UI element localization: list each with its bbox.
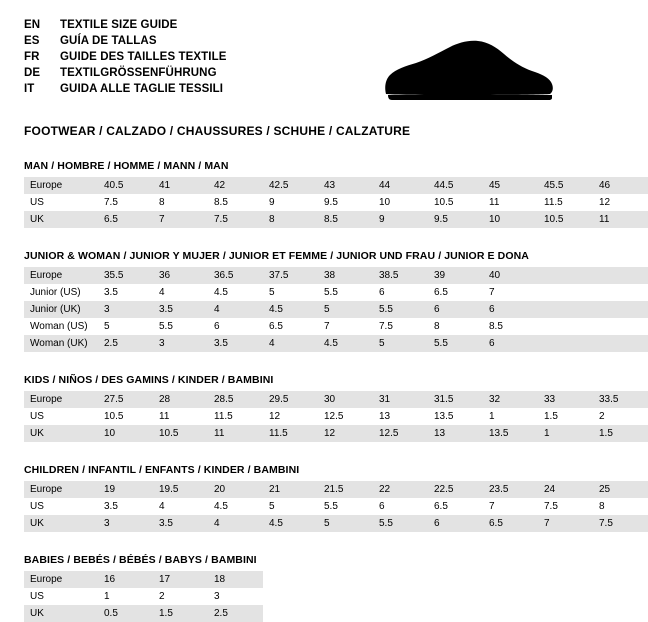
cell: 4 bbox=[263, 335, 318, 352]
cell: 7 bbox=[153, 211, 208, 228]
cell: 8 bbox=[263, 211, 318, 228]
cell: 32 bbox=[483, 391, 538, 408]
cell: 5 bbox=[263, 284, 318, 301]
cell: 16 bbox=[98, 571, 153, 588]
table-row bbox=[24, 425, 648, 442]
cell: 19.5 bbox=[153, 481, 208, 498]
cell: 1 bbox=[98, 588, 153, 605]
row-label: US bbox=[24, 498, 98, 515]
language-row bbox=[24, 66, 227, 81]
page-title: FOOTWEAR / CALZADO / CHAUSSURES / SCHUHE / CALZATURE bbox=[24, 124, 411, 138]
cell: 29.5 bbox=[263, 391, 318, 408]
cell: 7.5 bbox=[98, 194, 153, 211]
cell: 22.5 bbox=[428, 481, 483, 498]
language-title: TEXTILE SIZE GUIDE bbox=[60, 19, 178, 31]
cell: 1.5 bbox=[593, 425, 648, 442]
cell: 45.5 bbox=[538, 177, 593, 194]
cell: 12.5 bbox=[373, 425, 428, 442]
cell: 44.5 bbox=[428, 177, 483, 194]
cell: 12 bbox=[318, 425, 373, 442]
language-row bbox=[24, 50, 227, 65]
row-label: Woman (US) bbox=[24, 318, 98, 335]
cell: 35.5 bbox=[98, 267, 153, 284]
cell: 9 bbox=[373, 211, 428, 228]
cell: 6.5 bbox=[428, 284, 483, 301]
section-man bbox=[24, 160, 611, 228]
cell: 3.5 bbox=[98, 498, 153, 515]
table-row bbox=[24, 301, 648, 318]
section-babies bbox=[24, 554, 576, 622]
cell: 11.5 bbox=[538, 194, 593, 211]
cell: 11.5 bbox=[263, 425, 318, 442]
cell: 5.5 bbox=[153, 318, 208, 335]
table-row bbox=[24, 177, 648, 194]
cell: 13.5 bbox=[483, 425, 538, 442]
row-label: US bbox=[24, 588, 98, 605]
cell: 28 bbox=[153, 391, 208, 408]
cell: 10 bbox=[483, 211, 538, 228]
cell: 10.5 bbox=[98, 408, 153, 425]
cell: 43 bbox=[318, 177, 373, 194]
cell: 11 bbox=[483, 194, 538, 211]
table-row bbox=[24, 481, 648, 498]
size-table-children bbox=[24, 481, 648, 532]
row-label: Europe bbox=[24, 177, 98, 194]
section-kids bbox=[24, 374, 619, 442]
cell: 19 bbox=[98, 481, 153, 498]
row-label: Europe bbox=[24, 391, 98, 408]
cell: 8 bbox=[153, 194, 208, 211]
table-row bbox=[24, 211, 648, 228]
cell: 27.5 bbox=[98, 391, 153, 408]
cell: 7 bbox=[483, 284, 538, 301]
cell: 13 bbox=[373, 408, 428, 425]
cell: 45 bbox=[483, 177, 538, 194]
cell: 10 bbox=[373, 194, 428, 211]
cell: 38.5 bbox=[373, 267, 428, 284]
cell: 44 bbox=[373, 177, 428, 194]
cell: 6.5 bbox=[483, 515, 538, 532]
cell: 7.5 bbox=[593, 515, 648, 532]
table-row bbox=[24, 408, 648, 425]
cell: 10.5 bbox=[153, 425, 208, 442]
row-label: US bbox=[24, 408, 98, 425]
cell: 8 bbox=[593, 498, 648, 515]
cell: 8.5 bbox=[208, 194, 263, 211]
section-title: KIDS / NIÑOS / DES GAMINS / KINDER / BAMBINI bbox=[24, 374, 274, 386]
cell: 11 bbox=[208, 425, 263, 442]
cell: 5 bbox=[263, 498, 318, 515]
cell: 6.5 bbox=[263, 318, 318, 335]
cell: 8.5 bbox=[483, 318, 538, 335]
size-table-babies bbox=[24, 571, 263, 622]
cell: 6 bbox=[428, 515, 483, 532]
cell: 6 bbox=[373, 498, 428, 515]
language-title: GUIDE DES TAILLES TEXTILE bbox=[60, 51, 227, 63]
cell: 28.5 bbox=[208, 391, 263, 408]
cell: 8 bbox=[428, 318, 483, 335]
cell: 6 bbox=[428, 301, 483, 318]
row-label: Junior (US) bbox=[24, 284, 98, 301]
row-label: US bbox=[24, 194, 98, 211]
cell: 40.5 bbox=[98, 177, 153, 194]
cell: 3 bbox=[98, 515, 153, 532]
cell: 39 bbox=[428, 267, 483, 284]
language-title: GUÍA DE TALLAS bbox=[60, 35, 157, 47]
cell: 36 bbox=[153, 267, 208, 284]
cell: 12 bbox=[593, 194, 648, 211]
cell: 1.5 bbox=[538, 408, 593, 425]
table-row bbox=[24, 515, 648, 532]
table-row bbox=[24, 335, 648, 352]
cell: 3.5 bbox=[153, 515, 208, 532]
table-row bbox=[24, 194, 648, 211]
cell: 30 bbox=[318, 391, 373, 408]
table-row bbox=[24, 391, 648, 408]
document-header bbox=[24, 18, 576, 110]
section-title: MAN / HOMBRE / HOMME / MANN / MAN bbox=[24, 160, 229, 172]
cell: 3 bbox=[98, 301, 153, 318]
cell: 10.5 bbox=[428, 194, 483, 211]
cell: 21.5 bbox=[318, 481, 373, 498]
table-row bbox=[24, 284, 648, 301]
cell: 6 bbox=[483, 335, 538, 352]
table-row bbox=[24, 605, 263, 622]
cell: 5.5 bbox=[318, 284, 373, 301]
cell: 9.5 bbox=[318, 194, 373, 211]
cell: 5.5 bbox=[318, 498, 373, 515]
cell: 12 bbox=[263, 408, 318, 425]
row-label: UK bbox=[24, 605, 98, 622]
language-row bbox=[24, 82, 227, 97]
cell: 2.5 bbox=[208, 605, 263, 622]
cell: 6 bbox=[373, 284, 428, 301]
row-label: Europe bbox=[24, 481, 98, 498]
cell: 1.5 bbox=[153, 605, 208, 622]
language-code: IT bbox=[24, 83, 35, 95]
cell: 6.5 bbox=[98, 211, 153, 228]
cell: 11.5 bbox=[208, 408, 263, 425]
cell: 7.5 bbox=[538, 498, 593, 515]
language-list bbox=[24, 18, 227, 97]
size-table-man bbox=[24, 177, 648, 228]
cell: 7.5 bbox=[373, 318, 428, 335]
row-label: Europe bbox=[24, 571, 98, 588]
section-junior-woman bbox=[24, 250, 576, 352]
table-row bbox=[24, 267, 648, 284]
language-title: TEXTILGRÖSSENFÜHRUNG bbox=[60, 67, 217, 79]
cell: 41 bbox=[153, 177, 208, 194]
cell: 5 bbox=[98, 318, 153, 335]
language-code: EN bbox=[24, 19, 41, 31]
row-label: Junior (UK) bbox=[24, 301, 98, 318]
language-row bbox=[24, 34, 227, 49]
cell: 4.5 bbox=[263, 515, 318, 532]
cell: 9 bbox=[263, 194, 318, 211]
size-table-kids bbox=[24, 391, 648, 442]
cell: 42.5 bbox=[263, 177, 318, 194]
cell: 3 bbox=[153, 335, 208, 352]
language-title: GUIDA ALLE TAGLIE TESSILI bbox=[60, 83, 224, 95]
size-table-junior-woman bbox=[24, 267, 648, 352]
table-row bbox=[24, 571, 263, 588]
row-label: Woman (UK) bbox=[24, 335, 98, 352]
cell: 40 bbox=[483, 267, 538, 284]
cell: 25 bbox=[593, 481, 648, 498]
cell: 1 bbox=[483, 408, 538, 425]
cell: 4 bbox=[208, 301, 263, 318]
cell: 22 bbox=[373, 481, 428, 498]
cell: 33 bbox=[538, 391, 593, 408]
table-row bbox=[24, 318, 648, 335]
cell: 7 bbox=[318, 318, 373, 335]
section-title: CHILDREN / INFANTIL / ENFANTS / KINDER / BAMBINI bbox=[24, 464, 300, 476]
cell: 42 bbox=[208, 177, 263, 194]
cell: 3.5 bbox=[153, 301, 208, 318]
cell: 5 bbox=[318, 515, 373, 532]
cell: 7 bbox=[538, 515, 593, 532]
cell: 10 bbox=[98, 425, 153, 442]
cell: 4.5 bbox=[318, 335, 373, 352]
cell: 4.5 bbox=[263, 301, 318, 318]
cell: 4 bbox=[153, 284, 208, 301]
cell: 3.5 bbox=[208, 335, 263, 352]
cell: 5 bbox=[318, 301, 373, 318]
cell: 7.5 bbox=[208, 211, 263, 228]
cell: 10.5 bbox=[538, 211, 593, 228]
cell: 5.5 bbox=[373, 301, 428, 318]
cell: 12.5 bbox=[318, 408, 373, 425]
dress-shoe-icon bbox=[366, 30, 566, 110]
cell: 1 bbox=[538, 425, 593, 442]
cell: 23.5 bbox=[483, 481, 538, 498]
language-code: DE bbox=[24, 67, 41, 79]
cell: 31.5 bbox=[428, 391, 483, 408]
cell: 4 bbox=[208, 515, 263, 532]
cell: 13 bbox=[428, 425, 483, 442]
language-code: FR bbox=[24, 51, 40, 63]
row-label: Europe bbox=[24, 267, 98, 284]
cell: 6 bbox=[483, 301, 538, 318]
cell: 11 bbox=[153, 408, 208, 425]
cell: 6 bbox=[208, 318, 263, 335]
language-code: ES bbox=[24, 35, 40, 47]
row-label: UK bbox=[24, 515, 98, 532]
cell: 21 bbox=[263, 481, 318, 498]
table-row bbox=[24, 588, 263, 605]
section-title: BABIES / BEBÉS / BÉBÉS / BABYS / BAMBINI bbox=[24, 554, 257, 566]
row-label: UK bbox=[24, 211, 98, 228]
cell: 3 bbox=[208, 588, 263, 605]
cell: 5 bbox=[373, 335, 428, 352]
cell: 13.5 bbox=[428, 408, 483, 425]
cell: 17 bbox=[153, 571, 208, 588]
cell: 9.5 bbox=[428, 211, 483, 228]
cell: 37.5 bbox=[263, 267, 318, 284]
language-row bbox=[24, 18, 227, 33]
cell: 46 bbox=[593, 177, 648, 194]
cell: 4.5 bbox=[208, 284, 263, 301]
cell: 4.5 bbox=[208, 498, 263, 515]
cell: 18 bbox=[208, 571, 263, 588]
cell: 36.5 bbox=[208, 267, 263, 284]
cell: 24 bbox=[538, 481, 593, 498]
cell: 7 bbox=[483, 498, 538, 515]
cell: 4 bbox=[153, 498, 208, 515]
cell: 5.5 bbox=[373, 515, 428, 532]
cell: 33.5 bbox=[593, 391, 648, 408]
section-children bbox=[24, 464, 613, 532]
cell: 11 bbox=[593, 211, 648, 228]
cell: 2.5 bbox=[98, 335, 153, 352]
cell: 3.5 bbox=[98, 284, 153, 301]
section-title: JUNIOR & WOMAN / JUNIOR Y MUJER / JUNIOR ET FEMME / JUNIOR UND FRAU / JUNIOR E DONA bbox=[24, 250, 529, 262]
row-label: UK bbox=[24, 425, 98, 442]
cell: 20 bbox=[208, 481, 263, 498]
cell: 31 bbox=[373, 391, 428, 408]
table-row bbox=[24, 498, 648, 515]
cell: 2 bbox=[593, 408, 648, 425]
cell: 5.5 bbox=[428, 335, 483, 352]
cell: 2 bbox=[153, 588, 208, 605]
cell: 6.5 bbox=[428, 498, 483, 515]
cell: 38 bbox=[318, 267, 373, 284]
cell: 0.5 bbox=[98, 605, 153, 622]
cell: 8.5 bbox=[318, 211, 373, 228]
